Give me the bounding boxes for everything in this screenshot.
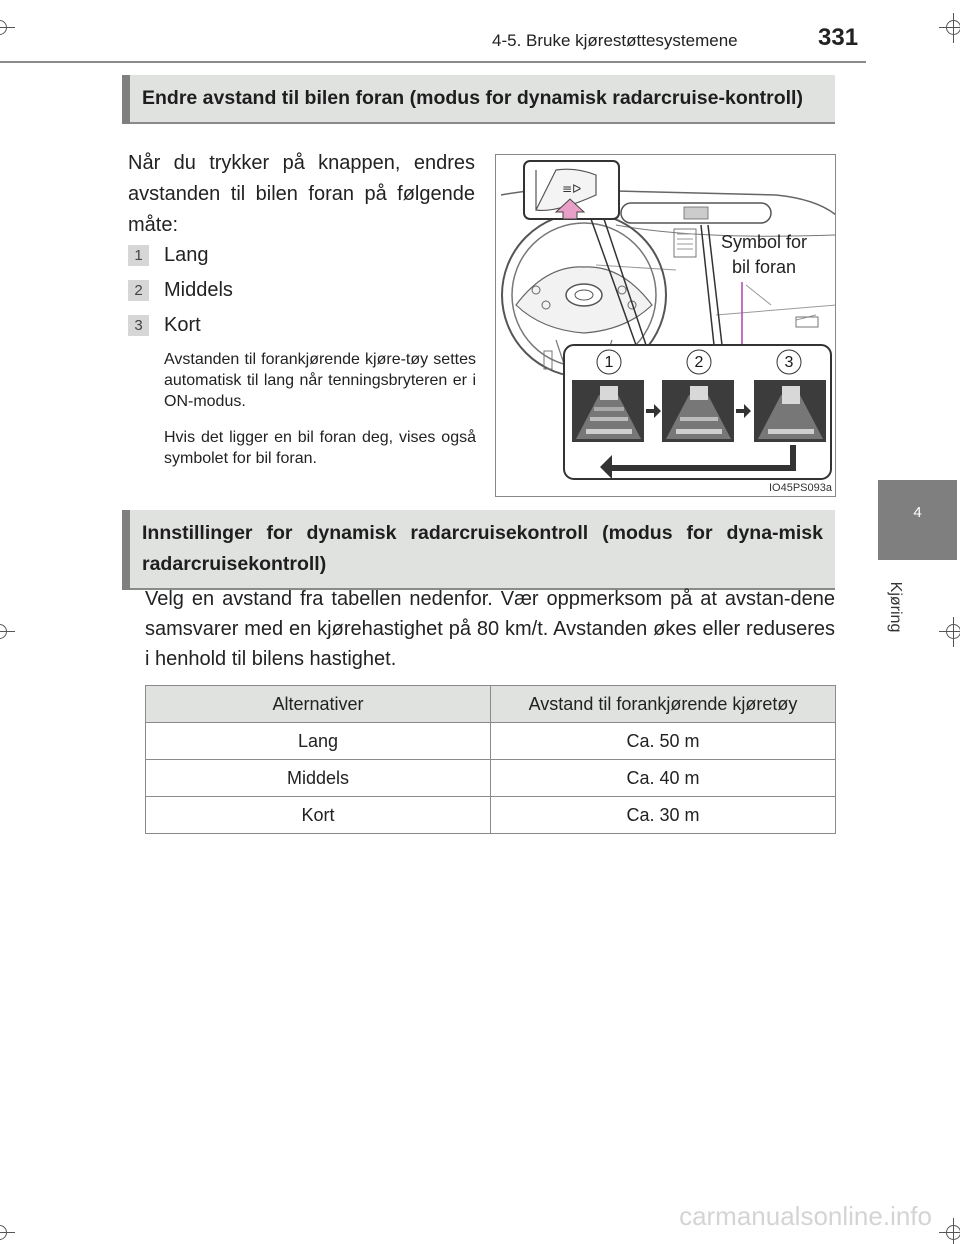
chapter-tab (878, 480, 957, 560)
crop-mark-bottom-right (939, 1218, 960, 1244)
table-header-cell: Alternativer (146, 686, 491, 723)
item-label: Lang (164, 243, 209, 266)
crop-mark-top-right (939, 13, 960, 43)
crop-mark-mid-right (939, 617, 960, 647)
table-cell: Ca. 40 m (491, 760, 836, 797)
table-row (146, 760, 836, 797)
chapter-label (880, 572, 910, 642)
distance-panel-medium (662, 380, 734, 442)
cockpit-illustration (495, 154, 836, 497)
header-rule (0, 61, 866, 63)
figure-code: IO45PS093a (769, 482, 832, 494)
distance-table (145, 685, 836, 834)
step-number: 3 (784, 354, 794, 371)
table-header-cell: Avstand til forankjørende kjøretøy (491, 686, 836, 723)
section-heading-settings-text: Innstillinger for dynamisk radarcruisekontroll (modus for dyna-misk radarcruisekontroll) (142, 522, 823, 575)
section-heading-distance-text: Endre avstand til bilen foran (modus for dynamisk radarcruise-kontroll) (142, 87, 803, 109)
crop-mark-top-left (0, 13, 15, 43)
item-number-badge: 3 (128, 315, 149, 336)
running-header-section: 4-5. Bruke kjørestøttesystemene (492, 31, 738, 50)
item-number-badge: 2 (128, 280, 149, 301)
distance-panel-short (754, 380, 826, 442)
settings-paragraph: Velg en avstand fra tabellen nedenfor. Vær oppmerksom på at avstan-dene samsvarer med en kjørehastighet på 80 km/t. Avstanden økes eller reduseres i henhold til bilens hastighet. (145, 588, 835, 670)
section-heading-settings (122, 510, 835, 590)
item-number-badge: 1 (128, 245, 149, 266)
chapter-number: 4 (913, 504, 922, 521)
table-cell: Lang (146, 723, 491, 760)
list-item (128, 310, 201, 340)
table-cell: Ca. 50 m (491, 723, 836, 760)
item-label: Middels (164, 278, 233, 301)
intro-paragraph: Når du trykker på knappen, endres avstanden til bilen foran på følgende måte: (128, 152, 475, 236)
symbol-label-line1: Symbol for (720, 232, 808, 252)
watermark: carmanualsonline.info (679, 1201, 932, 1231)
table-cell: Middels (146, 760, 491, 797)
distance-panel-long (572, 380, 644, 442)
note-vehicle-ahead: Hvis det ligger en bil foran deg, vises også symbolet for bil foran. (164, 429, 476, 467)
symbol-label-line2: bil foran (731, 257, 797, 277)
table-cell: Kort (146, 797, 491, 834)
cockpit-drawing (496, 155, 836, 497)
table-cell: Ca. 30 m (491, 797, 836, 834)
symbol-label (714, 230, 814, 280)
item-label: Kort (164, 313, 201, 336)
table-row (146, 797, 836, 834)
step-number: 1 (604, 354, 614, 371)
chapter-label-text: Kjøring (887, 581, 904, 633)
crop-mark-bottom-left (0, 1218, 15, 1244)
table-row (146, 723, 836, 760)
step-number: 2 (694, 354, 704, 371)
page-number: 331 (818, 24, 859, 51)
note-default-distance: Avstanden til forankjørende kjøre-tøy settes automatisk til lang når tenningsbryteren er i ON-modus. (164, 351, 476, 410)
section-heading-distance (122, 75, 835, 124)
svg-text:≡ᐅ: ≡ᐅ (562, 182, 582, 196)
crop-mark-mid-left (0, 617, 15, 647)
table-header-row (146, 686, 836, 723)
list-item (128, 240, 209, 270)
list-item (128, 275, 233, 305)
